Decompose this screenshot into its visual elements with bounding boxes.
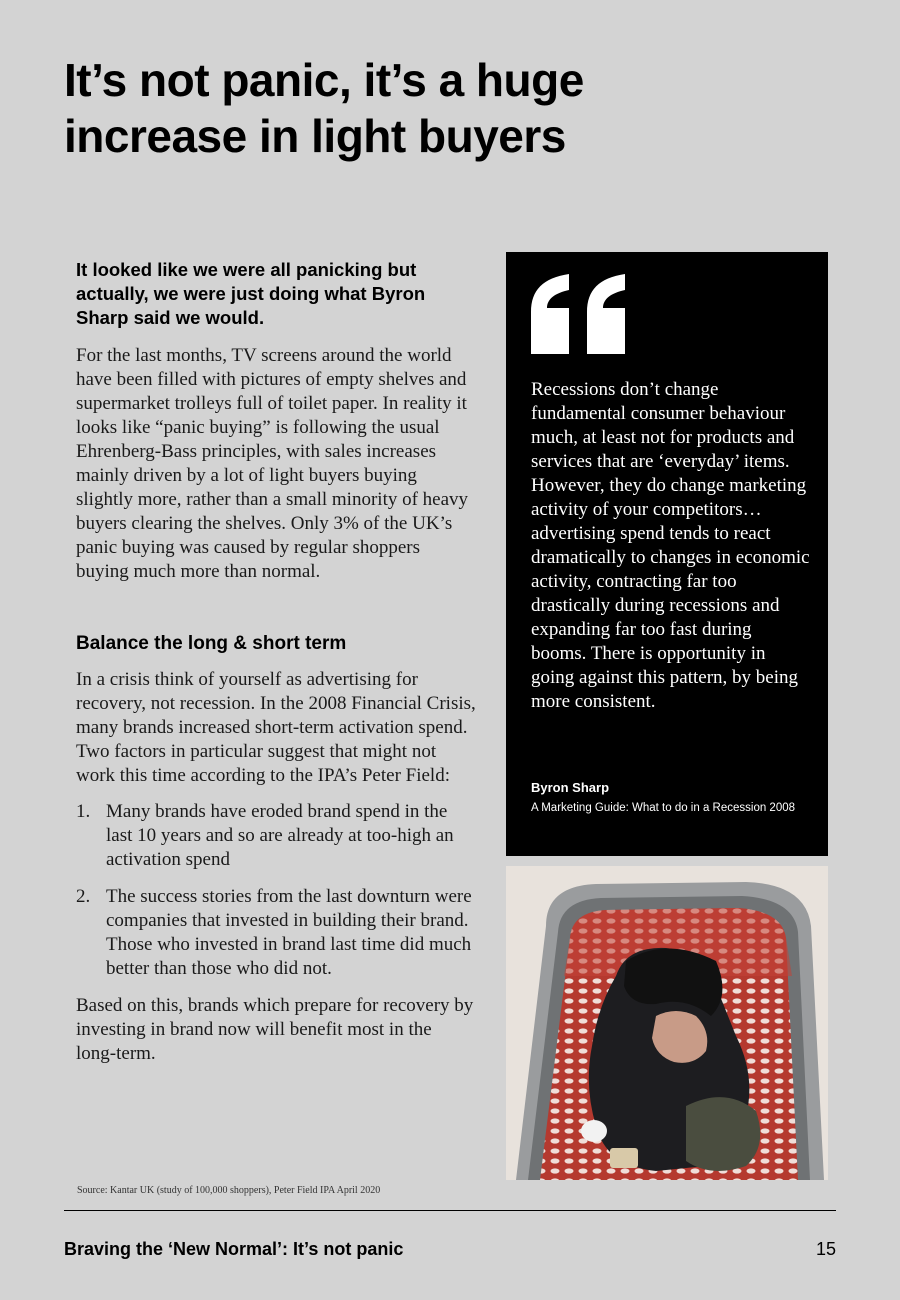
body-paragraph-2: In a crisis think of yourself as advertising for recovery, not recession. In the 2008 Financial Crisis, many brands increased short-term activation spend. Two factors in particular suggest that might not work this time according to the IPA’s Peter Field:	[76, 669, 476, 786]
quote-author: Byron Sharp	[531, 780, 610, 795]
list-item-text: Many brands have eroded brand spend in the last 10 years and so are already at too-high an activation spend	[106, 801, 454, 870]
quote-citation: A Marketing Guide: What to do in a Recession 2008	[531, 802, 796, 814]
left-column	[76, 258, 476, 1066]
footer-title: Braving the ‘New Normal’: It’s not panic	[64, 1239, 404, 1259]
closing-paragraph: Based on this, brands which prepare for recovery by investing in brand now will benefit most in the long-term.	[76, 995, 474, 1064]
quote-text: Recessions don’t change fundamental consumer behaviour much, at least not for products and services that are ‘everyday’ items. However, they do change marketing activity of your competitors… advertising spend tends to react dramatically to changes in economic activity, contracting far too drastically during recessions and expanding far too fast during booms. There is opportunity in going against this pattern, by being more consistent.	[531, 379, 810, 712]
list-item-text: The success stories from the last downturn were companies that invested in building their brand. Those who invested in brand last time did much better than those who did not.	[106, 886, 472, 979]
numbered-list	[76, 800, 476, 981]
list-item-number: 1.	[76, 801, 91, 822]
quotation-mark-icon	[531, 274, 627, 359]
page-title: It’s not panic, it’s a huge increase in light buyers	[64, 54, 584, 162]
source-note: Source: Kantar UK (study of 100,000 shoppers), Peter Field IPA April 2020	[77, 1185, 381, 1196]
lead-paragraph: It looked like we were all panicking but actually, we were just doing what Byron Sharp said we would.	[76, 259, 426, 328]
list-item	[76, 885, 476, 981]
shopping-trolley-photo	[506, 866, 828, 1180]
body-paragraph-1: For the last months, TV screens around the world have been filled with pictures of empty shelves and supermarket trolleys full of toilet paper. In reality it looks like “panic buying” is following the usual Ehrenberg-Bass principles, with sales increases mainly driven by a lot of light buyers buying slightly more, rather than a small minority of heavy buyers clearing the shelves. Only 3% of the UK’s panic buying was caused by regular shoppers buying much more than normal.	[76, 345, 469, 582]
page-number: 15	[815, 1239, 836, 1259]
list-item-number: 2.	[76, 886, 91, 907]
section-subheading: Balance the long & short term	[76, 633, 347, 654]
list-item	[76, 800, 476, 872]
quote-box	[506, 252, 828, 856]
footer-divider	[64, 1210, 836, 1211]
